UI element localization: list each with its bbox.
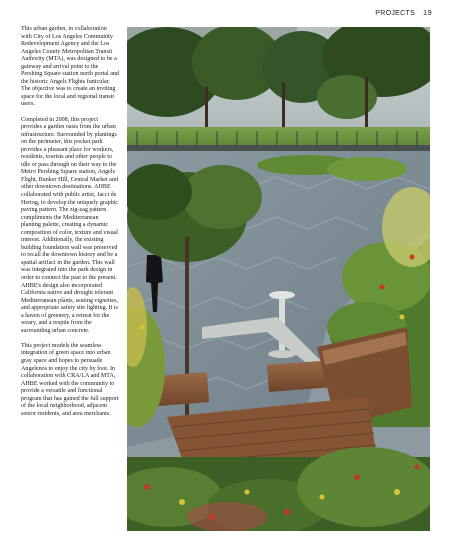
iron-fence — [127, 145, 430, 151]
paragraph-conclusion: This project models the seamless integration of green space into urban gray space and hopes to persuade Angelenos to enjoy the city by foot. In collaboration with CRA/LA and MTA, AHBE worked with the community to provide a versatile and functional program that has gained the full support of the local neighborhood, adjacent senior residents, and area merchants. — [21, 342, 119, 417]
foreground-flower-bed — [127, 447, 430, 531]
paragraph-intro: This urban garden, in collaboration with City of Los Angeles Community Redevelopment Agency and the Los Angeles County Metropolitan Transit Authority (MTA), was designed to be a gateway and arrival point to the Pershing Square station north portal and the historic Angels Flights funicular. The objective was to create an inviting space for the local and regional transit users. — [21, 26, 119, 108]
page-number: 19 — [423, 8, 432, 17]
garden-photograph — [127, 27, 430, 531]
paragraph-description: Completed in 2008, this project provides a garden oasis from the urban infrastructure. Surrounded by plantings on the perimeter, this pocket park provides a pleasant place for workers, residents, tourists and other people to idle or pass through on their way to the Metro Pershing Square station, Angels Flight, Bunker Hill, Central Market and other downtown destinations. AHBE collaborated with public artist, Jacci de Hertog, to develop the uniquely graphic paving pattern. The zig-zag pattern compliments the Mediterranean planting palette, creating a dynamic composition of color, texture and visual interest. Additionally, the existing building foundation wall was preserved to recall the downtown history and be a spatial artifact in the garden. This wall was integrated into the park design in order to connect the past to the present. AHBE's design also incorporated California native and drought tolerant Mediterranean plants, seating vignettes, and appropriate safety site lighting. It is a haven of greenery, a retreat for the weary, and a respite from the surrounding urban concrete. — [21, 116, 119, 334]
body-text-column — [21, 26, 119, 426]
garden-illustration — [127, 27, 430, 531]
page-header — [375, 8, 432, 17]
section-label: PROJECTS — [375, 10, 416, 17]
